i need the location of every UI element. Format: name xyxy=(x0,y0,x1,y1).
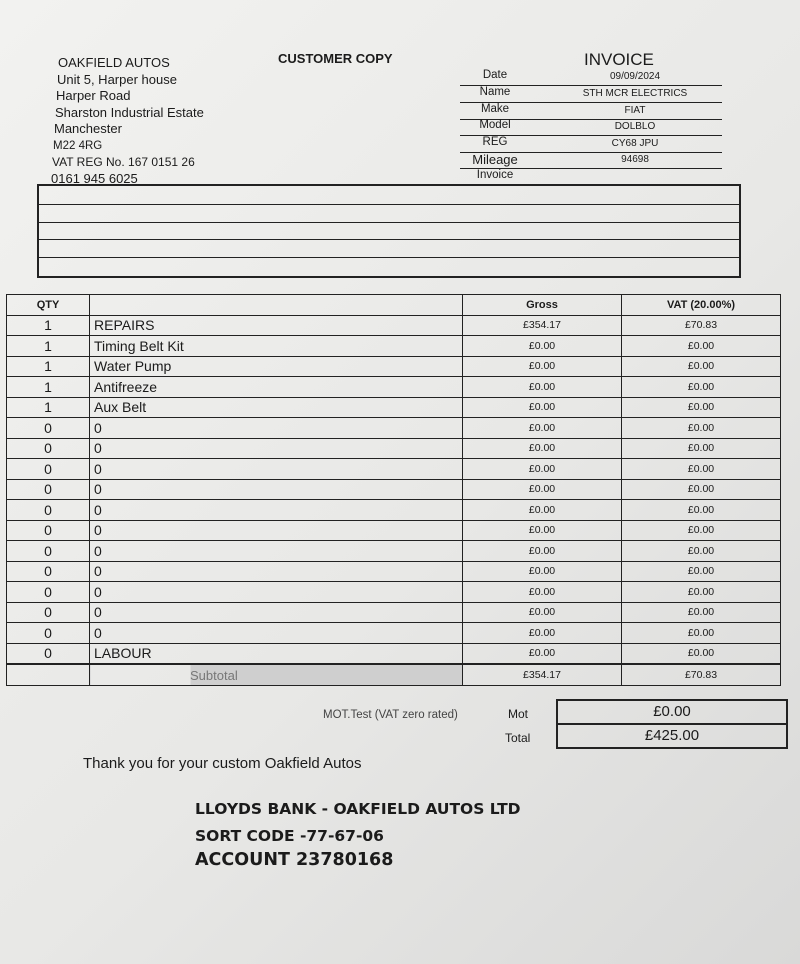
cell-vat: £0.00 xyxy=(622,356,781,377)
subtotal-vat: £70.83 xyxy=(622,664,781,685)
table-row xyxy=(7,541,781,562)
table-row xyxy=(7,623,781,644)
table-row xyxy=(7,582,781,603)
detail-value: STH MCR ELECTRICS xyxy=(582,88,688,99)
notes-box xyxy=(37,184,741,278)
items-table xyxy=(6,294,781,686)
cell-qty: 0 xyxy=(7,520,90,541)
table-row xyxy=(7,602,781,623)
notes-line xyxy=(39,222,739,223)
cell-description: 0 xyxy=(90,520,463,541)
cell-qty: 0 xyxy=(7,623,90,644)
cell-gross: £0.00 xyxy=(463,336,622,357)
cell-qty: 0 xyxy=(7,479,90,500)
cell-qty: 1 xyxy=(7,377,90,398)
cell-description: 0 xyxy=(90,500,463,521)
cell-vat: £0.00 xyxy=(622,541,781,562)
address-postcode: M22 4RG xyxy=(53,139,103,152)
subtotal-label-cell xyxy=(90,664,463,685)
cell-description: LABOUR xyxy=(90,643,463,664)
table-row xyxy=(7,459,781,480)
address-city: Manchester xyxy=(54,121,122,136)
cell-vat: £70.83 xyxy=(622,315,781,336)
table-row xyxy=(7,520,781,541)
subtotal-label: Subtotal xyxy=(190,667,238,683)
cell-gross: £0.00 xyxy=(463,541,622,562)
cell-vat: £0.00 xyxy=(622,582,781,603)
cell-gross: £0.00 xyxy=(463,561,622,582)
cell-vat: £0.00 xyxy=(622,438,781,459)
cell-gross: £0.00 xyxy=(463,602,622,623)
detail-row-date xyxy=(460,69,722,86)
detail-row-mileage xyxy=(460,152,722,169)
cell-gross: £0.00 xyxy=(463,643,622,664)
cell-qty: 1 xyxy=(7,336,90,357)
header-qty: QTY xyxy=(7,295,90,316)
detail-label: Date xyxy=(482,69,508,81)
cell-vat: £0.00 xyxy=(622,602,781,623)
cell-gross: £0.00 xyxy=(463,397,622,418)
header-gross: Gross xyxy=(463,295,622,316)
detail-value: FIAT xyxy=(624,105,646,116)
cell-description: 0 xyxy=(90,541,463,562)
cell-description: 0 xyxy=(90,561,463,582)
cell-description: Water Pump xyxy=(90,356,463,377)
subtotal-spacer xyxy=(7,664,90,685)
cell-gross: £354.17 xyxy=(463,315,622,336)
notes-line xyxy=(39,204,739,205)
cell-description: REPAIRS xyxy=(90,315,463,336)
cell-vat: £0.00 xyxy=(622,520,781,541)
address-line-3: Sharston Industrial Estate xyxy=(55,104,204,120)
cell-gross: £0.00 xyxy=(463,520,622,541)
cell-gross: £0.00 xyxy=(463,356,622,377)
vat-reg-number: VAT REG No. 167 0151 26 xyxy=(52,155,195,169)
cell-qty: 0 xyxy=(7,438,90,459)
cell-gross: £0.00 xyxy=(463,582,622,603)
detail-row-reg xyxy=(460,136,722,153)
account-number: ACCOUNT 23780168 xyxy=(195,850,394,870)
cell-vat: £0.00 xyxy=(622,643,781,664)
total-value: £425.00 xyxy=(556,723,788,749)
detail-label: Mileage xyxy=(472,152,518,167)
thank-you-message: Thank you for your custom Oakfield Autos xyxy=(83,755,362,772)
header-vat: VAT (20.00%) xyxy=(622,295,781,316)
table-row xyxy=(7,500,781,521)
cell-qty: 1 xyxy=(7,397,90,418)
detail-label: REG xyxy=(482,136,508,148)
cell-qty: 0 xyxy=(7,561,90,582)
company-name: OAKFIELD AUTOS xyxy=(58,55,170,70)
detail-row-name xyxy=(460,86,722,103)
table-row xyxy=(7,377,781,398)
company-phone: 0161 945 6025 xyxy=(51,170,138,186)
table-row xyxy=(7,397,781,418)
copy-label: CUSTOMER COPY xyxy=(278,51,393,66)
cell-description: 0 xyxy=(90,623,463,644)
sort-code: SORT CODE -77-67-06 xyxy=(195,827,384,845)
cell-vat: £0.00 xyxy=(622,397,781,418)
detail-value: DOLBLO xyxy=(614,121,656,132)
total-label: Total xyxy=(505,731,531,745)
mot-note: MOT.Test (VAT zero rated) xyxy=(323,709,458,721)
cell-description: Antifreeze xyxy=(90,377,463,398)
cell-qty: 1 xyxy=(7,315,90,336)
detail-value: 94698 xyxy=(621,154,649,165)
cell-description: 0 xyxy=(90,459,463,480)
cell-vat: £0.00 xyxy=(622,561,781,582)
cell-description: 0 xyxy=(90,479,463,500)
table-row xyxy=(7,561,781,582)
table-row xyxy=(7,315,781,336)
table-header-row xyxy=(7,295,781,316)
subtotal-row xyxy=(7,664,781,685)
cell-gross: £0.00 xyxy=(463,500,622,521)
cell-gross: £0.00 xyxy=(463,623,622,644)
cell-qty: 0 xyxy=(7,643,90,664)
cell-vat: £0.00 xyxy=(622,418,781,439)
detail-label: Invoice xyxy=(476,169,514,181)
header-description xyxy=(90,295,463,316)
cell-gross: £0.00 xyxy=(463,377,622,398)
cell-vat: £0.00 xyxy=(622,459,781,480)
table-row xyxy=(7,336,781,357)
detail-value: CY68 JPU xyxy=(611,138,659,149)
cell-qty: 1 xyxy=(7,356,90,377)
cell-description: 0 xyxy=(90,582,463,603)
cell-gross: £0.00 xyxy=(463,418,622,439)
bank-name: LLOYDS BANK - OAKFIELD AUTOS LTD xyxy=(195,800,521,818)
cell-gross: £0.00 xyxy=(463,479,622,500)
cell-qty: 0 xyxy=(7,459,90,480)
detail-label: Name xyxy=(479,86,511,98)
cell-vat: £0.00 xyxy=(622,479,781,500)
detail-value: 09/09/2024 xyxy=(609,71,661,82)
cell-gross: £0.00 xyxy=(463,438,622,459)
detail-row-make xyxy=(460,103,722,120)
notes-line xyxy=(39,257,739,258)
detail-row-invoice xyxy=(460,169,722,185)
detail-label: Model xyxy=(479,119,511,131)
cell-vat: £0.00 xyxy=(622,500,781,521)
cell-description: Aux Belt xyxy=(90,397,463,418)
invoice-title: INVOICE xyxy=(584,50,654,69)
table-row xyxy=(7,356,781,377)
cell-gross: £0.00 xyxy=(463,459,622,480)
notes-line xyxy=(39,239,739,240)
cell-qty: 0 xyxy=(7,418,90,439)
cell-vat: £0.00 xyxy=(622,377,781,398)
detail-row-model xyxy=(460,119,722,136)
subtotal-gross: £354.17 xyxy=(463,664,622,685)
cell-vat: £0.00 xyxy=(622,623,781,644)
cell-vat: £0.00 xyxy=(622,336,781,357)
cell-description: 0 xyxy=(90,418,463,439)
address-line-1: Unit 5, Harper house xyxy=(57,71,177,87)
address-line-2: Harper Road xyxy=(56,88,131,103)
mot-value: £0.00 xyxy=(556,699,788,725)
table-row xyxy=(7,418,781,439)
cell-description: 0 xyxy=(90,438,463,459)
cell-qty: 0 xyxy=(7,582,90,603)
table-row xyxy=(7,438,781,459)
mot-label: Mot xyxy=(508,707,529,721)
cell-qty: 0 xyxy=(7,602,90,623)
cell-description: 0 xyxy=(90,602,463,623)
cell-qty: 0 xyxy=(7,500,90,521)
company-address xyxy=(51,55,204,187)
table-row xyxy=(7,643,781,664)
cell-qty: 0 xyxy=(7,541,90,562)
cell-description: Timing Belt Kit xyxy=(90,336,463,357)
detail-label: Make xyxy=(480,103,510,115)
table-row xyxy=(7,479,781,500)
